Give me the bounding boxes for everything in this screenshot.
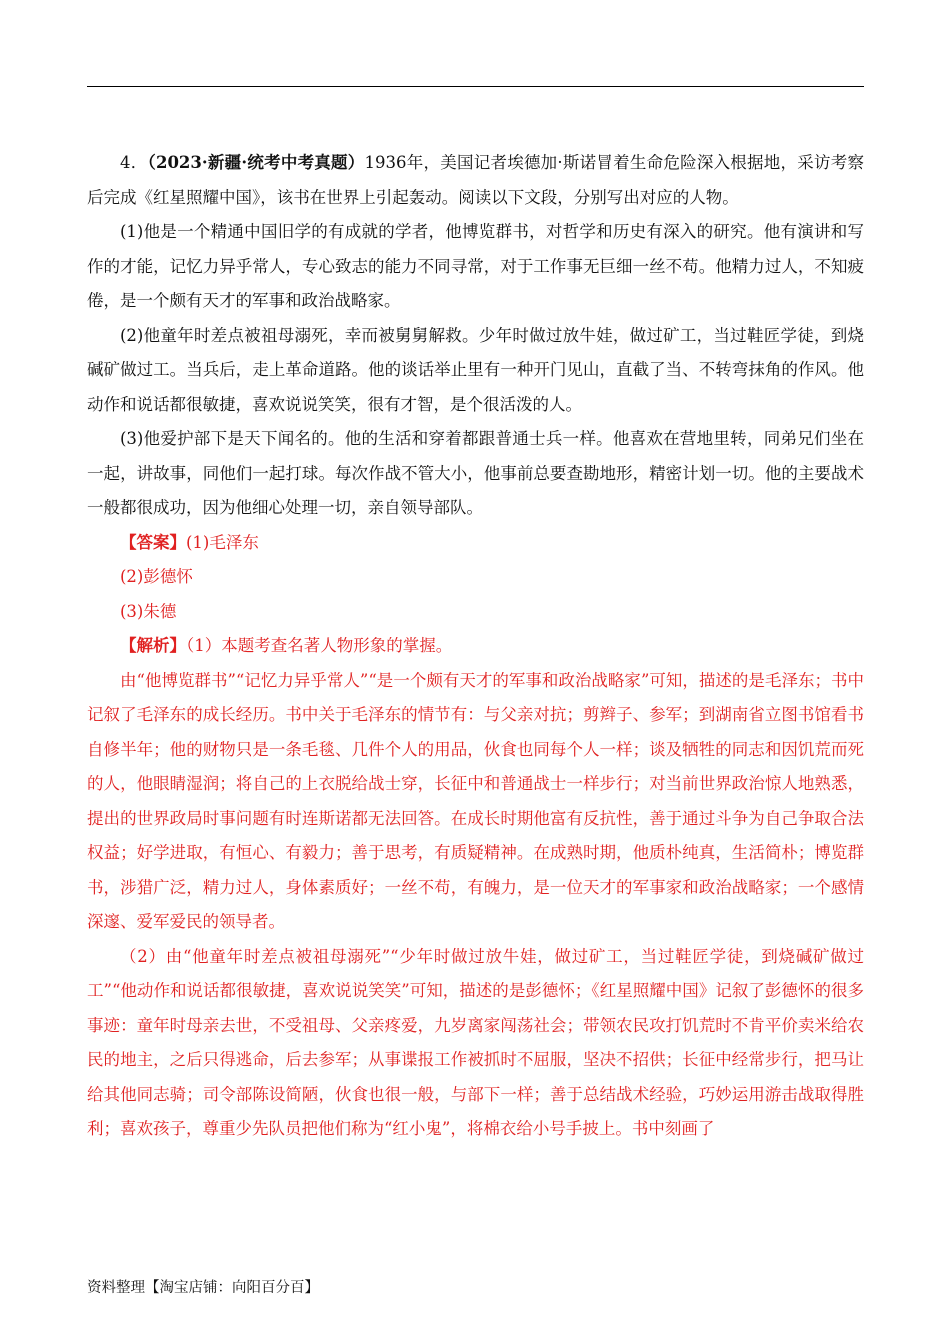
analysis-paragraph-2: （2）由“他童年时差点被祖母溺死”“少年时做过放牛娃，做过矿工，当过鞋匠学徒，到烧碱矿做过工”“他动作和说话都很敏捷，喜欢说说笑笑”可知，描述的是彭德怀；《红星照耀中国》记叙了彭德怀的很多事迹：童年时母亲去世，不受祖母、父亲疼爱，九岁离家闯荡社会；带领农民攻打饥荒时不肯平价卖米给农民的地主，之后只得逃命，后去参军；从事谍报工作被抓时不屈服，坚决不招供；长征中经常步行，把马让给其他同志骑；司令部陈设简陋，伙食也很一般，与部下一样；善于总结战术经验，巧妙运用游击战取得胜利；喜欢孩子，尊重少先队员把他们称为“红小鬼”，将棉衣给小号手披上。书中刻画了 bbox=[87, 946, 864, 1138]
footer-source: 资料整理【淘宝店铺：向阳百分百】 bbox=[87, 1280, 319, 1296]
answer-1: (1)毛泽东 bbox=[186, 532, 259, 552]
analysis-paragraph-1: 由“他博览群书”“记忆力异乎常人”“是一个颇有天才的军事和政治战略家”可知，描述的是毛泽东；书中记叙了毛泽东的成长经历。书中关于毛泽东的情节有：与父亲对抗；剪辫子、参军；到湖南省立图书馆看书自修半年；他的财物只是一条毛毯、几件个人的用品，伙食也同每个人一样；谈及牺牲的同志和因饥荒而死的人，他眼睛湿润；将自己的上衣脱给战士穿，长征中和普通战士一样步行；对当前世界政治惊人地熟悉，提出的世界政局时事问题有时连斯诺都无法回答。在成长时期他富有反抗性，善于通过斗争为自己争取合法权益；好学进取，有恒心、有毅力；善于思考，有质疑精神。在成熟时期，他质朴纯真，生活简朴；博览群书，涉猎广泛，精力过人，身体素质好；一丝不苟，有魄力，是一位天才的军事家和政治战略家；一个感情深邃、爱军爱民的领导者。 bbox=[87, 670, 864, 931]
passage-1: (1)他是一个精通中国旧学的有成就的学者，他博览群书，对哲学和历史有深入的研究。他有演讲和写作的才能，记忆力异乎常人，专心致志的能力不同寻常，对于工作事无巨细一丝不苟。他精力过人，不知疲倦，是一个颇有天才的军事和政治战略家。 bbox=[87, 222, 864, 310]
passage-2: (2)他童年时差点被祖母溺死，幸而被舅舅解救。少年时做过放牛娃，做过矿工，当过鞋匠学徒，到烧碱矿做过工。当兵后，走上革命道路。他的谈话举止里有一种开门见山，直截了当、不转弯抹角的作风。他动作和说话都很敏捷，喜欢说说笑笑，很有才智，是个很活泼的人。 bbox=[87, 325, 864, 414]
answer-line-1 bbox=[87, 526, 864, 561]
question-stem bbox=[87, 146, 864, 215]
answer-tag: 【答案】 bbox=[120, 532, 186, 552]
question-number: 4． bbox=[120, 153, 148, 172]
answer-2: (2)彭德怀 bbox=[120, 567, 193, 586]
analysis-tag: 【解析】 bbox=[120, 636, 186, 655]
passage-3: (3)他爱护部下是天下闻名的。他的生活和穿着都跟普通士兵一样。他喜欢在营地里转，同弟兄们坐在一起，讲故事，同他们一起打球。每次作战不管大小，他事前总要查勘地形，精密计划一切。他的主要战术一般都很成功，因为他细心处理一切，亲自领导部队。 bbox=[87, 429, 864, 517]
document-body bbox=[87, 146, 864, 1147]
answer-3: (3)朱德 bbox=[120, 601, 177, 621]
analysis-intro-line bbox=[87, 629, 864, 664]
header-rule bbox=[87, 86, 864, 87]
question-stem-text: 1936年，美国记者埃德加·斯诺冒着生命危险深入根据地，采访考察后完成《红星照耀中国》，该书在世界上引起轰动。阅读以下文段，分别写出对应的人物。 bbox=[87, 153, 864, 207]
analysis-intro: （1）本题考查名著人物形象的掌握。 bbox=[186, 636, 453, 655]
question-source: （2023·新疆·统考中考真题） bbox=[147, 153, 365, 172]
